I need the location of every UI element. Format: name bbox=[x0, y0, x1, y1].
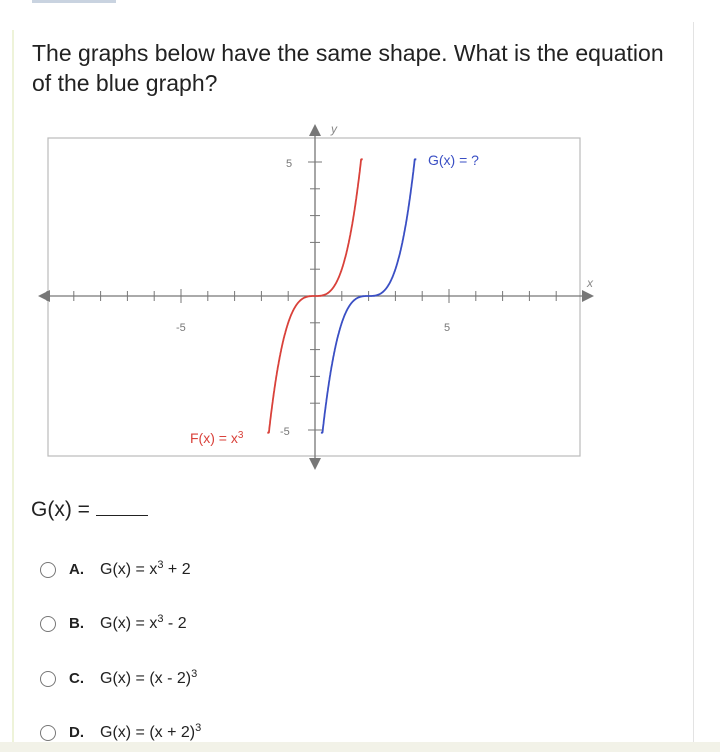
question-text: The graphs below have the same shape. What is the equation of the blue graph? bbox=[32, 40, 664, 96]
answer-prompt bbox=[31, 497, 148, 522]
blue-curve-label: G(x) = ? bbox=[428, 152, 479, 168]
choice-a-letter: A. bbox=[69, 561, 84, 578]
y-axis-arrow-down bbox=[309, 458, 321, 470]
choice-b-radio[interactable] bbox=[40, 616, 56, 632]
bottom-band bbox=[0, 742, 720, 752]
choice-c-letter: C. bbox=[69, 670, 84, 687]
answer-prompt-label: G(x) = bbox=[31, 498, 90, 521]
axis-x-label: x bbox=[587, 276, 593, 290]
tick-label-y-neg: -5 bbox=[280, 426, 290, 438]
top-tab-indicator bbox=[32, 0, 116, 3]
x-axis-arrow-right bbox=[582, 290, 594, 302]
tick-label-y-pos: 5 bbox=[286, 158, 293, 170]
y-axis-arrow-up bbox=[309, 124, 321, 136]
choice-b-expression: $G(x) = x^3 - 2$ bbox=[100, 613, 187, 632]
choice-d-expression: $G(x) = (x + 2)^3$ bbox=[100, 722, 202, 741]
tick-label-x-neg: -5 bbox=[176, 322, 186, 334]
answer-blank bbox=[96, 497, 148, 516]
axis-y-label: y bbox=[331, 122, 337, 136]
choice-b-letter: B. bbox=[69, 615, 84, 632]
choice-a-radio[interactable] bbox=[40, 562, 56, 578]
choice-d-radio[interactable] bbox=[40, 725, 56, 741]
left-edge-strip bbox=[12, 30, 14, 752]
choice-c-radio[interactable] bbox=[40, 671, 56, 687]
choice-d-letter: D. bbox=[69, 724, 84, 741]
red-curve-label: $F(x) = x^3$ bbox=[190, 430, 244, 446]
choice-c-expression: G(x) = (x - 2)$^3$ bbox=[100, 668, 198, 687]
choice-a-expression: $G(x) = x^3 + 2$ bbox=[100, 559, 191, 578]
x-axis-arrow-left bbox=[38, 290, 50, 302]
tick-label-x-pos: 5 bbox=[444, 322, 451, 334]
graph bbox=[30, 118, 600, 480]
right-edge-divider bbox=[693, 22, 694, 752]
